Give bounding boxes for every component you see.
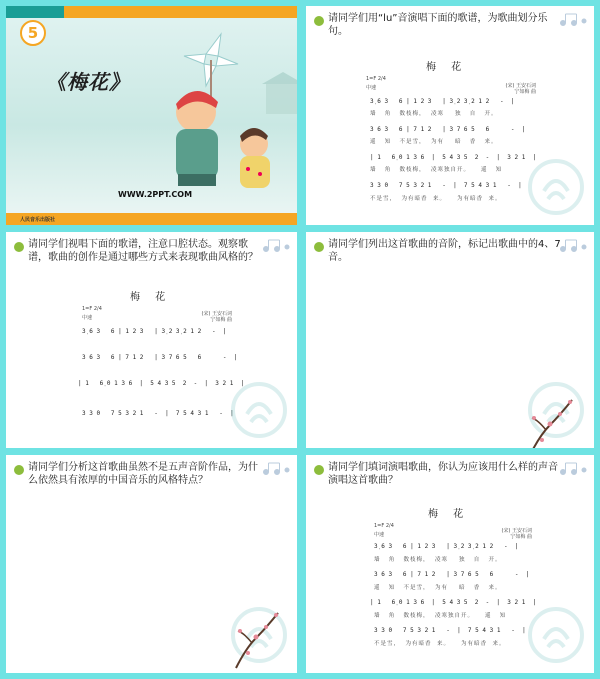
question-text: 请同学们分析这首歌曲虽然不是五声音阶作品，为什么依然具有浓厚的中国音乐的风格特点？ bbox=[28, 462, 258, 486]
plum-blossom-branch-icon bbox=[226, 603, 286, 673]
slide-question-2[interactable] bbox=[306, 6, 594, 225]
score-credit: (宋) 王安石词 bbox=[201, 311, 232, 317]
watermark-logo-icon bbox=[229, 380, 289, 440]
top-bar-orange bbox=[64, 6, 297, 18]
score-credit-2: 宁如梅 曲 bbox=[514, 89, 536, 95]
score-line-4: 3 3 0 7 5 3 2 1 - | 7 5 4 3 1 - | bbox=[374, 627, 526, 634]
music-notes-icon bbox=[558, 12, 588, 26]
score-line-1: 3̣ 6 3 6 | 1 2 3 | 3̣ 2 3̣ 2 1 2 - | bbox=[374, 543, 519, 550]
question-text: 请同学们视唱下面的歌谱，注意口腔状态。观察歌谱，歌曲的创作是通过哪些方式来表现歌曲风格的？ bbox=[28, 239, 258, 263]
score-key: 1=F 2/4 bbox=[366, 76, 386, 82]
score-credit: (宋) 王安石词 bbox=[505, 83, 536, 89]
watermark-logo-icon bbox=[526, 157, 586, 217]
title-top-bar bbox=[6, 6, 297, 18]
score-tempo: 中速 bbox=[366, 85, 377, 91]
score-line-3: | 1 6̣ 0 1 3 6 | 5 4 3 5 2 - | 3 2 1 | bbox=[370, 599, 537, 606]
lyric-line-4: 不是雪， 为有暗香 来。 为有暗香 来。 bbox=[374, 641, 506, 647]
score-key: 1=F 2/4 bbox=[374, 523, 394, 529]
slide-question-4[interactable] bbox=[306, 232, 594, 448]
bullet-icon bbox=[314, 16, 324, 26]
publisher-name: 人民音乐出版社 bbox=[20, 217, 56, 223]
music-notes-icon bbox=[558, 238, 588, 252]
top-bar-teal bbox=[6, 6, 64, 18]
score-line-2: 3 6 3 6 | 7 1 2 | 3 7 6 5 6 - | bbox=[374, 571, 530, 578]
music-notes-icon bbox=[558, 461, 588, 475]
question-text: 请同学们用“lu”音演唱下面的歌谱，为歌曲划分乐句。 bbox=[328, 13, 548, 37]
score-credit-2: 宁如梅 曲 bbox=[510, 534, 532, 540]
slide-question-3[interactable] bbox=[6, 232, 297, 448]
bullet-icon bbox=[314, 242, 324, 252]
score-line-3: | 1 6̣ 0 1 3 6 | 5 4 3 5 2 - | 3 2 1 | bbox=[78, 380, 245, 387]
lyric-line-1: 墙 角 数枝梅， 凌寒 独 自 开。 bbox=[374, 557, 502, 563]
score-title: 梅 花 bbox=[426, 62, 468, 73]
music-notes-icon bbox=[261, 461, 291, 475]
lyric-line-1: 墙 角 数枝梅， 凌寒 独 自 开。 bbox=[370, 111, 498, 117]
slide-title[interactable] bbox=[6, 6, 297, 225]
slide-question-6[interactable] bbox=[306, 455, 594, 673]
score-credit: (宋) 王安石词 bbox=[501, 528, 532, 534]
site-url: WWW.2PPT.COM bbox=[118, 190, 193, 199]
children-illustration bbox=[126, 24, 297, 199]
score-credit-2: 宁如梅 曲 bbox=[210, 317, 232, 323]
score-line-4: 3 3 0 7 5 3 2 1 - | 7 5 4 3 1 - | bbox=[82, 410, 234, 417]
score-line-1: 3̣ 6 3 6 | 1 2 3 | 3̣ 2 3̣ 2 1 2 - | bbox=[82, 328, 227, 335]
lyric-line-4: 不是雪， 为有暗香 来。 为有暗香 来。 bbox=[370, 196, 502, 202]
song-title: 《梅花》 bbox=[46, 70, 130, 94]
slide-question-5[interactable] bbox=[6, 455, 297, 673]
score-line-1: 3̣ 6 3 6 | 1 2 3 | 3̣ 2 3̣ 2 1 2 - | bbox=[370, 98, 515, 105]
music-notes-icon bbox=[261, 238, 291, 252]
bullet-icon bbox=[314, 465, 324, 475]
score-tempo: 中速 bbox=[82, 315, 93, 321]
plum-blossom-branch-icon bbox=[520, 390, 580, 448]
lyric-line-3: 墙 角 数枝梅， 凌寒独自开。 遥 知 bbox=[374, 613, 507, 619]
bullet-icon bbox=[14, 242, 24, 252]
score-line-3: | 1 6̣ 0 1 3 6 | 5 4 3 5 2 - | 3 2 1 | bbox=[370, 154, 537, 161]
question-text: 请同学们列出这首歌曲的音阶，标记出歌曲中的4、7音。 bbox=[328, 239, 561, 263]
score-line-4: 3 3 0 7 5 3 2 1 - | 7 5 4 3 1 - | bbox=[370, 182, 522, 189]
score-title: 梅 花 bbox=[130, 292, 172, 303]
score-tempo: 中速 bbox=[374, 532, 385, 538]
lyric-line-2: 遥 知 不是雪， 为有 暗 香 来。 bbox=[370, 139, 498, 145]
score-title: 梅 花 bbox=[428, 509, 470, 520]
bullet-icon bbox=[14, 465, 24, 475]
score-key: 1=F 2/4 bbox=[82, 306, 102, 312]
score-line-2: 3 6 3 6 | 7 1 2 | 3 7 6 5 6 - | bbox=[370, 126, 526, 133]
lyric-line-2: 遥 知 不是雪， 为有 暗 香 来。 bbox=[374, 585, 502, 591]
watermark-logo-icon bbox=[526, 605, 586, 665]
score-line-2: 3 6 3 6 | 7 1 2 | 3 7 6 5 6 - | bbox=[82, 354, 238, 361]
slide-number-badge: 5 bbox=[20, 20, 46, 46]
question-text: 请同学们填词演唱歌曲，你认为应该用什么样的声音演唱这首歌曲？ bbox=[328, 462, 558, 486]
lyric-line-3: 墙 角 数枝梅， 凌寒独自开。 遥 知 bbox=[370, 167, 503, 173]
